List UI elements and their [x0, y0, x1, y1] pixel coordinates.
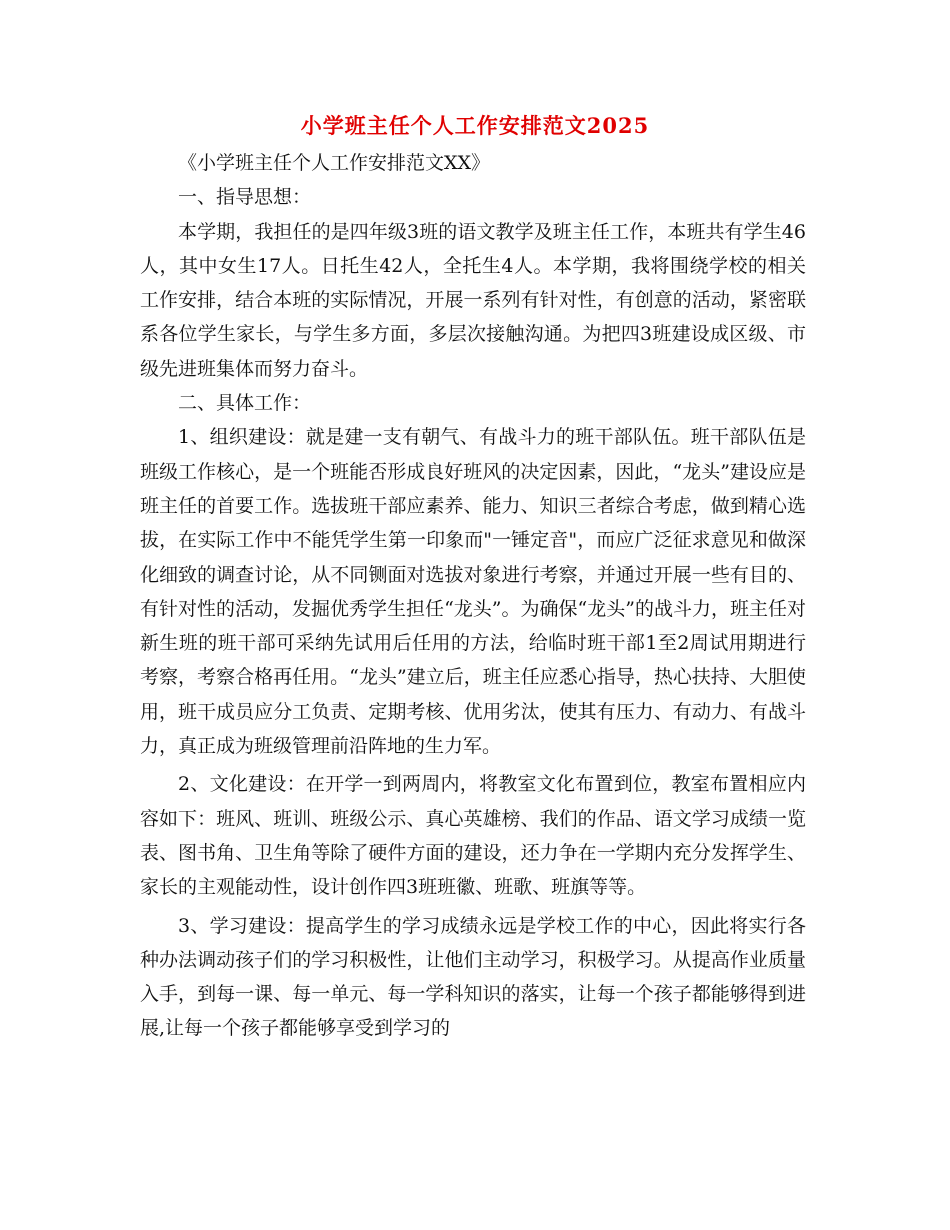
paragraph-guiding-ideas: 本学期，我担任的是四年级3班的语文教学及班主任工作，本班共有学生46人，其中女生17人。日托生42人，全托生4人。本学期，我将围绕学校的相关工作安排，结合本班的实际情况，开展一系列有针对性，有创意的活动，紧密联系各位学生家长，与学生多方面，多层次接触沟通。为把四3班建设成区级、市级先进班集体而努力奋斗。 [140, 220, 806, 380]
document-title: 小学班主任个人工作安排范文2025 [300, 113, 650, 138]
paragraph-organization: 1、组织建设：就是建一支有朝气、有战斗力的班干部队伍。班干部队伍是班级工作核心，是一个班能否形成良好班风的决定因素，因此，“龙头”建设应是班主任的首要工作。选拔班干部应素养、能力、知识三者综合考虑，做到精心选拔，在实际工作中不能凭学生第一印象而"一锤定音"，而应广泛征求意见和做深化细致的调查讨论，从不同铡面对选拔对象进行考察，并通过开展一些有目的、有针对性的活动，发掘优秀学生担任“龙头”。为确保“龙头”的战斗力，班主任对新生班的班干部可采纳先试用后任用的方法，给临时班干部1至2周试用期进行考察，考察合格再任用。“龙头”建立后，班主任应悉心指导，热心扶持、大胆使用，班干成员应分工负责、定期考核、优用劣汰，使其有压力、有动力、有战斗力，真正成为班级管理前沿阵地的生力军。 [140, 426, 806, 758]
paragraph-heading-guiding-ideas: 一、指导思想： [178, 186, 312, 209]
paragraph-subtitle: 《小学班主任个人工作安排范文XX》 [178, 152, 491, 174]
paragraph-culture: 2、文化建设：在开学一到两周内，将教室文化布置到位，教室布置相应内容如下：班风、班训、班级公示、真心英雄榜、我们的作品、语文学习成绩一览表、图书角、卫生角等除了硬件方面的建设，还力争在一学期内充分发挥学生、家长的主观能动性，设计创作四3班班徽、班歌、班旗等等。 [140, 773, 806, 899]
paragraph-heading-specific-work: 二、具体工作： [178, 392, 312, 415]
document-body [140, 146, 806, 1046]
paragraph-study: 3、学习建设：提高学生的学习成绩永远是学校工作的中心，因此将实行各种办法调动孩子们的学习积极性，让他们主动学习，积极学习。从提高作业质量入手，到每一课、每一单元、每一学科知识的落实，让每一个孩子都能够得到进展,让每一个孩子都能够享受到学习的 [140, 914, 806, 1040]
